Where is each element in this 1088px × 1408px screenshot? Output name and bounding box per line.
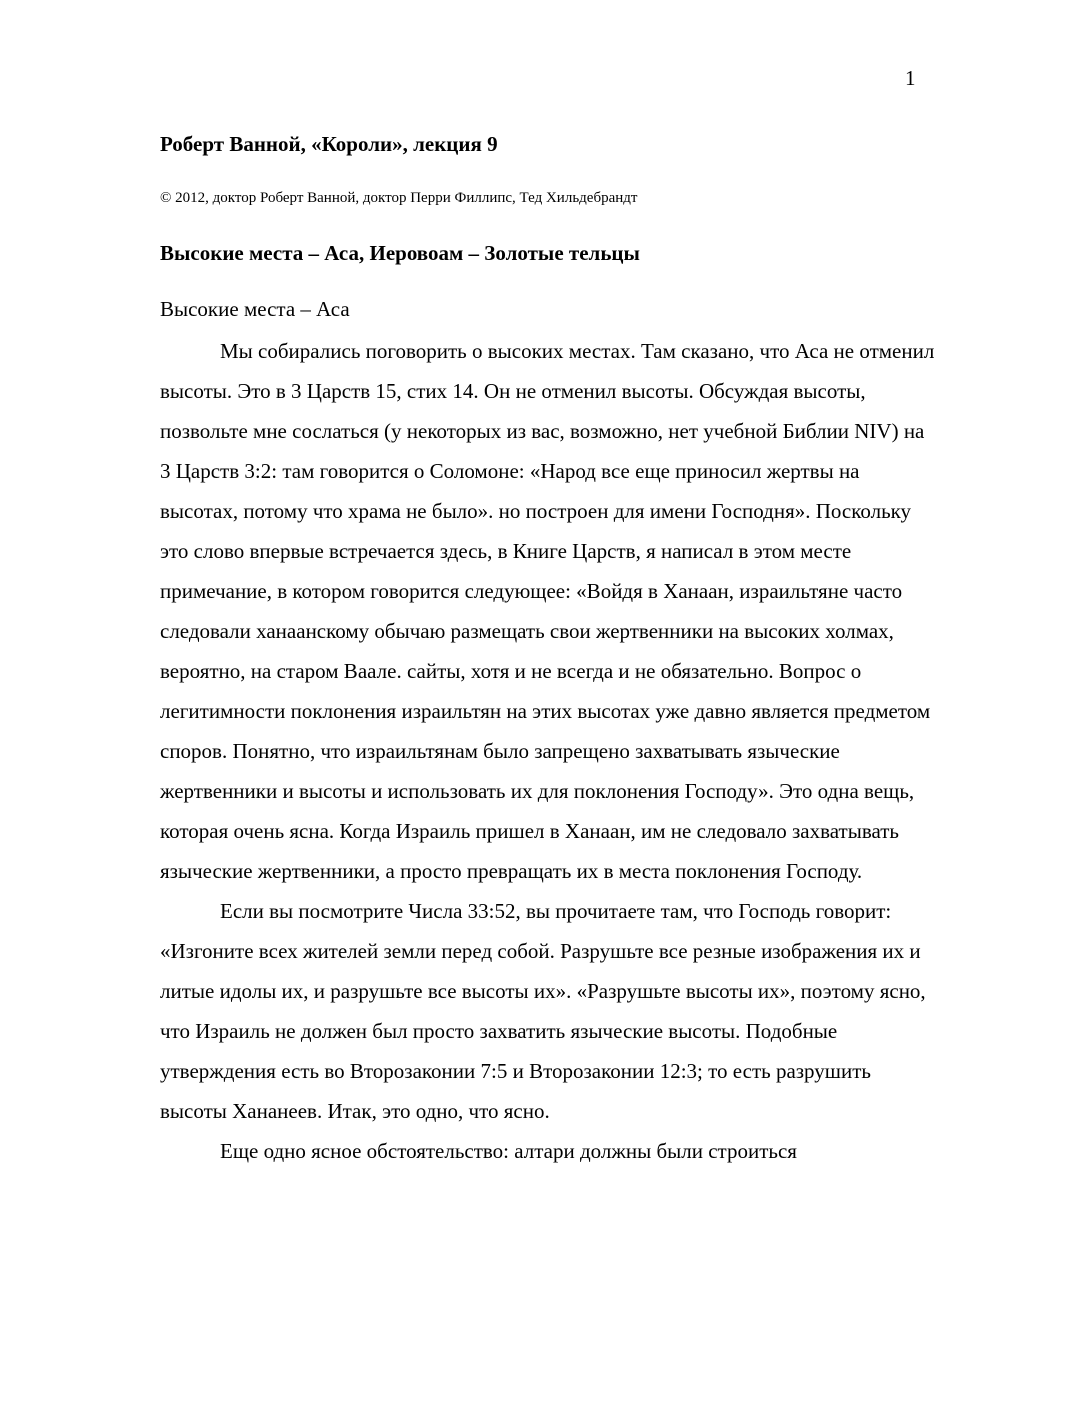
paragraph: Мы собирались поговорить о высоких местах. Там сказано, что Аса не отменил высоты. Это в 3 Царств 15, стих 14. Он не отменил высоты. Обсуждая высоты, позвольте мне сослаться (у некоторых из вас, возможно, нет учебной Библии NIV) на 3 Царств 3:2: там говорится о Соломоне: «Народ все еще приносил жертвы на высотах, потому что храма не было». но построен для имени Господня». Поскольку это слово впервые встречается здесь, в Книге Царств, я написал в этом месте примечание, в котором говорится следующее: «Войдя в Ханаан, израильтяне часто следовали ханаанскому обычаю размещать свои жертвенники на высоких холмах, вероятно, на старом Ваале. сайты, хотя и не всегда и не обязательно. Вопрос о легитимности поклонения израильтян на этих высотах уже давно является предметом споров. Понятно, что израильтянам было запрещено захватывать языческие жертвенники и высоты и использовать их для поклонения Господу». Это одна вещь, которая очень ясна. Когда Израиль пришел в Ханаан, им не следовало захватывать языческие жертвенники, а просто превращать их в места поклонения Господу. bbox=[160, 339, 935, 883]
copyright-line: © 2012, доктор Роберт Ванной, доктор Перри Филлипс, Тед Хильдебрандт bbox=[160, 190, 638, 206]
page-number: 1 bbox=[905, 66, 916, 90]
paragraph: Если вы посмотрите Числа 33:52, вы прочитаете там, что Господь говорит: «Изгоните всех жителей земли перед собой. Разрушьте все резные изображения их и литые идолы их, и разрушьте все высоты их». «Разрушьте высоты их», поэтому ясно, что Израиль не должен был просто захватить языческие высоты. Подобные утверждения есть во Второзаконии 7:5 и Второзаконии 12:3; то есть разрушить высоты Хананеев. Итак, это одно, что ясно. bbox=[160, 899, 926, 1123]
document-title: Роберт Ванной, «Короли», лекция 9 bbox=[160, 132, 498, 156]
section-heading: Высокие места – Аса, Иеровоам – Золотые тельцы bbox=[160, 241, 640, 265]
body-text bbox=[160, 331, 940, 1171]
subsection-heading: Высокие места – Аса bbox=[160, 297, 350, 321]
paragraph: Еще одно ясное обстоятельство: алтари должны были строиться bbox=[220, 1139, 797, 1163]
